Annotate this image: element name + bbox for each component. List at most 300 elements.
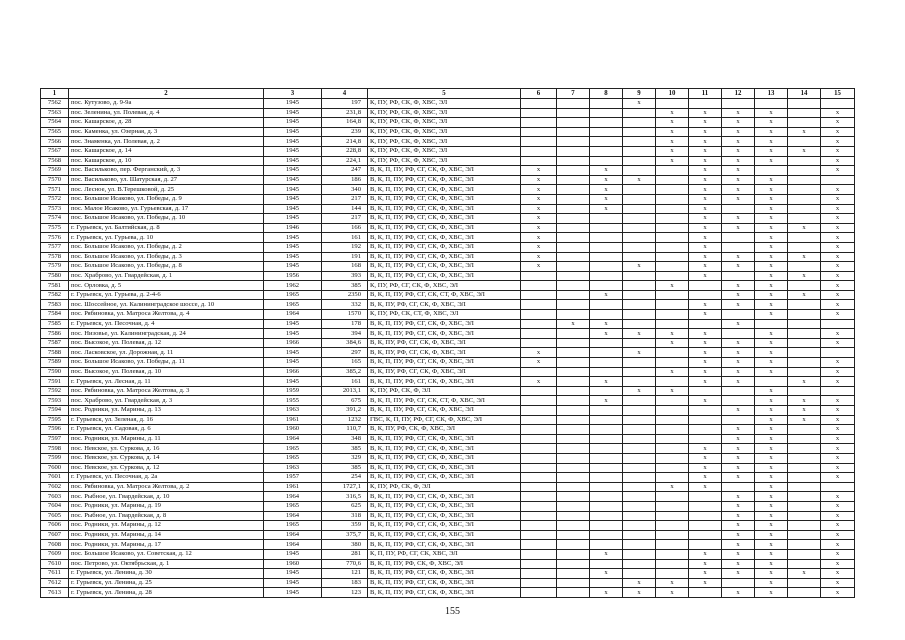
- address-cell: пос. Храброво, ул. Гвардейская, д. 1: [69, 271, 264, 281]
- mark-cell: x: [755, 540, 788, 550]
- year-cell: 1945: [264, 233, 322, 243]
- mark-cell: x: [755, 521, 788, 531]
- area-cell: 161: [322, 233, 368, 243]
- mark-cell: [722, 310, 755, 320]
- mark-cell: [623, 463, 656, 473]
- column-header: 12: [722, 89, 755, 99]
- mark-cell: [656, 492, 689, 502]
- mark-cell: x: [755, 569, 788, 579]
- area-cell: 186: [322, 175, 368, 185]
- mark-cell: [590, 463, 623, 473]
- mark-cell: [821, 99, 855, 109]
- mark-cell: [689, 511, 722, 521]
- address-cell: пос. Большое Исаково, ул. Победы, д. 3: [69, 252, 264, 262]
- mark-cell: x: [689, 223, 722, 233]
- mark-cell: [557, 204, 590, 214]
- mark-cell: x: [821, 559, 855, 569]
- row-number-cell: 7589: [41, 358, 69, 368]
- year-cell: 1960: [264, 559, 322, 569]
- mark-cell: [521, 300, 557, 310]
- mark-cell: x: [722, 425, 755, 435]
- mark-cell: [656, 559, 689, 569]
- equipment-cell: К, ПУ, РФ, СК, Ф, ХВС, ЭЛ: [368, 108, 521, 118]
- mark-cell: [623, 271, 656, 281]
- year-cell: 1956: [264, 271, 322, 281]
- mark-cell: x: [788, 146, 821, 156]
- mark-cell: [623, 223, 656, 233]
- mark-cell: x: [821, 444, 855, 454]
- mark-cell: [623, 444, 656, 454]
- mark-cell: x: [788, 223, 821, 233]
- mark-cell: [788, 194, 821, 204]
- mark-cell: x: [755, 214, 788, 224]
- mark-cell: [521, 310, 557, 320]
- mark-cell: [722, 329, 755, 339]
- mark-cell: x: [689, 242, 722, 252]
- mark-cell: x: [722, 156, 755, 166]
- mark-cell: x: [821, 242, 855, 252]
- mark-cell: x: [689, 137, 722, 147]
- mark-cell: x: [590, 185, 623, 195]
- mark-cell: x: [656, 108, 689, 118]
- mark-cell: x: [689, 262, 722, 272]
- mark-cell: x: [821, 434, 855, 444]
- row-number-cell: 7566: [41, 137, 69, 147]
- year-cell: 1945: [264, 348, 322, 358]
- mark-cell: [623, 549, 656, 559]
- mark-cell: [557, 223, 590, 233]
- mark-cell: [821, 175, 855, 185]
- year-cell: 1945: [264, 252, 322, 262]
- area-cell: 385,2: [322, 367, 368, 377]
- mark-cell: [788, 578, 821, 588]
- mark-cell: [557, 444, 590, 454]
- address-cell: пос. Родники, ул. Марины, д. 17: [69, 540, 264, 550]
- mark-cell: x: [722, 588, 755, 598]
- mark-cell: x: [755, 194, 788, 204]
- equipment-cell: К, П, ПУ, РФ, СГ, СК, ХВС, ЭЛ: [368, 549, 521, 559]
- address-cell: пос. Каменка, ул. Озерная, д. 3: [69, 127, 264, 137]
- year-cell: 1945: [264, 214, 322, 224]
- mark-cell: x: [821, 425, 855, 435]
- row-number-cell: 7593: [41, 396, 69, 406]
- mark-cell: [821, 482, 855, 492]
- address-cell: пос. Петрово, ул. Октябрьская, д. 1: [69, 559, 264, 569]
- mark-cell: x: [755, 338, 788, 348]
- mark-cell: [557, 338, 590, 348]
- mark-cell: x: [755, 281, 788, 291]
- mark-cell: [656, 242, 689, 252]
- mark-cell: [521, 99, 557, 109]
- year-cell: 1945: [264, 262, 322, 272]
- mark-cell: x: [821, 367, 855, 377]
- address-cell: пос. Большое Исаково, ул. Победы, д. 11: [69, 358, 264, 368]
- address-cell: пос. Низовье, ул. Калининградская, д. 24: [69, 329, 264, 339]
- mark-cell: x: [521, 377, 557, 387]
- mark-cell: [557, 329, 590, 339]
- address-cell: пос. Невское, ул. Суркова, д. 14: [69, 453, 264, 463]
- row-number-cell: 7563: [41, 108, 69, 118]
- mark-cell: x: [656, 588, 689, 598]
- mark-cell: [590, 415, 623, 425]
- mark-cell: x: [755, 588, 788, 598]
- equipment-cell: В, К, П, ПУ, РФ, СГ, СК, Ф, ХВС, ЭЛ: [368, 233, 521, 243]
- mark-cell: [656, 444, 689, 454]
- mark-cell: [656, 415, 689, 425]
- mark-cell: [755, 319, 788, 329]
- mark-cell: x: [755, 175, 788, 185]
- mark-cell: [557, 175, 590, 185]
- table-row: [41, 482, 855, 492]
- mark-cell: x: [689, 185, 722, 195]
- mark-cell: x: [755, 137, 788, 147]
- address-cell: пос. Орловка, д. 5: [69, 281, 264, 291]
- area-cell: 224,1: [322, 156, 368, 166]
- mark-cell: x: [722, 194, 755, 204]
- mark-cell: [590, 99, 623, 109]
- column-header: 9: [623, 89, 656, 99]
- table-row: [41, 99, 855, 109]
- mark-cell: [656, 406, 689, 416]
- equipment-cell: К, ПУ, РФ, СК, СТ, Ф, ХВС, ЭЛ: [368, 310, 521, 320]
- equipment-cell: К, ПУ, РФ, СК, Ф, ХВС, ЭЛ: [368, 156, 521, 166]
- mark-cell: x: [821, 338, 855, 348]
- mark-cell: x: [689, 559, 722, 569]
- mark-cell: [557, 185, 590, 195]
- column-header: 5: [368, 89, 521, 99]
- row-number-cell: 7587: [41, 338, 69, 348]
- mark-cell: x: [689, 377, 722, 387]
- table-row: [41, 348, 855, 358]
- row-number-cell: 7571: [41, 185, 69, 195]
- mark-cell: [788, 511, 821, 521]
- mark-cell: x: [722, 118, 755, 128]
- mark-cell: [557, 501, 590, 511]
- column-header: 6: [521, 89, 557, 99]
- mark-cell: x: [656, 137, 689, 147]
- mark-cell: [821, 348, 855, 358]
- mark-cell: [689, 530, 722, 540]
- mark-cell: [722, 396, 755, 406]
- address-cell: пос. Родники, ул. Марины, д. 19: [69, 501, 264, 511]
- mark-cell: x: [722, 338, 755, 348]
- address-cell: пос. Храброво, ул. Гвардейская, д. 3: [69, 396, 264, 406]
- year-cell: 1945: [264, 146, 322, 156]
- mark-cell: x: [821, 540, 855, 550]
- mark-cell: [656, 310, 689, 320]
- table-row: [41, 223, 855, 233]
- equipment-cell: К, ПУ, РФ, СК, Ф, ХВС, ЭЛ: [368, 99, 521, 109]
- mark-cell: [623, 406, 656, 416]
- mark-cell: x: [755, 223, 788, 233]
- mark-cell: [557, 310, 590, 320]
- mark-cell: x: [755, 444, 788, 454]
- mark-cell: [590, 511, 623, 521]
- mark-cell: [590, 358, 623, 368]
- mark-cell: [656, 252, 689, 262]
- mark-cell: [557, 290, 590, 300]
- mark-cell: [623, 204, 656, 214]
- mark-cell: x: [821, 223, 855, 233]
- mark-cell: [557, 137, 590, 147]
- mark-cell: [788, 540, 821, 550]
- mark-cell: [788, 99, 821, 109]
- row-number-cell: 7568: [41, 156, 69, 166]
- year-cell: 1965: [264, 521, 322, 531]
- mark-cell: [656, 521, 689, 531]
- equipment-cell: В, К, П, ПУ, РФ, СГ, СК, Ф, ХВС, ЭЛ: [368, 166, 521, 176]
- table-row: [41, 329, 855, 339]
- table-row: [41, 444, 855, 454]
- table-row: [41, 425, 855, 435]
- mark-cell: x: [788, 396, 821, 406]
- area-cell: 318: [322, 511, 368, 521]
- mark-cell: [656, 204, 689, 214]
- mark-cell: x: [821, 453, 855, 463]
- table-row: [41, 492, 855, 502]
- mark-cell: [521, 521, 557, 531]
- column-header: 11: [689, 89, 722, 99]
- mark-cell: x: [656, 338, 689, 348]
- year-cell: 1964: [264, 492, 322, 502]
- mark-cell: x: [689, 271, 722, 281]
- address-cell: г. Гурьевск, ул. Песочная, д. 4: [69, 319, 264, 329]
- mark-cell: [623, 338, 656, 348]
- year-cell: 1961: [264, 415, 322, 425]
- mark-cell: x: [755, 348, 788, 358]
- mark-cell: [623, 492, 656, 502]
- mark-cell: x: [755, 310, 788, 320]
- row-number-cell: 7581: [41, 281, 69, 291]
- row-number-cell: 7562: [41, 99, 69, 109]
- mark-cell: x: [623, 348, 656, 358]
- mark-cell: [755, 377, 788, 387]
- row-number-cell: 7578: [41, 252, 69, 262]
- area-cell: 297: [322, 348, 368, 358]
- mark-cell: x: [821, 492, 855, 502]
- mark-cell: [623, 358, 656, 368]
- area-cell: 192: [322, 242, 368, 252]
- mark-cell: x: [821, 588, 855, 598]
- mark-cell: [590, 492, 623, 502]
- mark-cell: [656, 453, 689, 463]
- mark-cell: [590, 242, 623, 252]
- mark-cell: [788, 559, 821, 569]
- table-row: [41, 530, 855, 540]
- area-cell: 329: [322, 453, 368, 463]
- mark-cell: [788, 137, 821, 147]
- mark-cell: x: [821, 281, 855, 291]
- row-number-cell: 7575: [41, 223, 69, 233]
- mark-cell: [590, 501, 623, 511]
- mark-cell: x: [821, 271, 855, 281]
- year-cell: 1945: [264, 578, 322, 588]
- mark-cell: x: [821, 377, 855, 387]
- year-cell: 1945: [264, 358, 322, 368]
- equipment-cell: В, К, ПУ, РФ, СГ, СК, Ф, ХВС, ЭЛ: [368, 300, 521, 310]
- mark-cell: x: [821, 358, 855, 368]
- mark-cell: [788, 319, 821, 329]
- mark-cell: x: [821, 463, 855, 473]
- row-number-cell: 7606: [41, 521, 69, 531]
- mark-cell: x: [689, 127, 722, 137]
- mark-cell: x: [755, 386, 788, 396]
- mark-cell: x: [821, 252, 855, 262]
- mark-cell: [557, 482, 590, 492]
- mark-cell: [557, 425, 590, 435]
- table-row: [41, 406, 855, 416]
- mark-cell: x: [590, 329, 623, 339]
- mark-cell: x: [821, 310, 855, 320]
- mark-cell: x: [689, 396, 722, 406]
- area-cell: 385: [322, 463, 368, 473]
- mark-cell: [557, 99, 590, 109]
- address-cell: пос. Рябиновка, ул. Матроса Желтова, д. 3: [69, 386, 264, 396]
- table-row: [41, 271, 855, 281]
- table-body: [41, 99, 855, 598]
- mark-cell: [788, 185, 821, 195]
- mark-cell: x: [623, 262, 656, 272]
- year-cell: 1945: [264, 588, 322, 598]
- year-cell: 1945: [264, 118, 322, 128]
- mark-cell: [722, 482, 755, 492]
- row-number-cell: 7610: [41, 559, 69, 569]
- area-cell: 197: [322, 99, 368, 109]
- equipment-cell: В, К, П, ПУ, РФ, СГ, СК, Ф, ХВС, ЭЛ: [368, 453, 521, 463]
- mark-cell: [788, 434, 821, 444]
- mark-cell: x: [755, 233, 788, 243]
- area-cell: 393: [322, 271, 368, 281]
- column-header: 13: [755, 89, 788, 99]
- address-cell: пос. Васильково, пер. Ферганский, д. 3: [69, 166, 264, 176]
- area-cell: 183: [322, 578, 368, 588]
- row-number-cell: 7594: [41, 406, 69, 416]
- mark-cell: x: [821, 290, 855, 300]
- mark-cell: x: [623, 386, 656, 396]
- year-cell: 1945: [264, 108, 322, 118]
- mark-cell: x: [722, 262, 755, 272]
- mark-cell: [590, 406, 623, 416]
- mark-cell: x: [755, 425, 788, 435]
- table-row: [41, 319, 855, 329]
- mark-cell: [623, 434, 656, 444]
- mark-cell: [521, 588, 557, 598]
- row-number-cell: 7582: [41, 290, 69, 300]
- equipment-cell: В, К, П, ПУ, РФ, СГ, СК, Ф, ХВС, ЭЛ: [368, 223, 521, 233]
- mark-cell: x: [821, 204, 855, 214]
- mark-cell: [521, 127, 557, 137]
- equipment-cell: К, ПУ, РФ, СК, Ф, ХВС, ЭЛ: [368, 127, 521, 137]
- mark-cell: [557, 511, 590, 521]
- table-row: [41, 473, 855, 483]
- row-number-cell: 7579: [41, 262, 69, 272]
- year-cell: 1963: [264, 463, 322, 473]
- year-cell: 1963: [264, 406, 322, 416]
- row-number-cell: 7585: [41, 319, 69, 329]
- mark-cell: x: [755, 530, 788, 540]
- address-cell: пос. Шоссейное, ул. Калининградское шоссе, д. 10: [69, 300, 264, 310]
- mark-cell: x: [521, 214, 557, 224]
- mark-cell: x: [722, 521, 755, 531]
- mark-cell: [521, 463, 557, 473]
- mark-cell: x: [590, 377, 623, 387]
- mark-cell: [623, 233, 656, 243]
- address-cell: г. Гурьевск, ул. Ленина, д. 25: [69, 578, 264, 588]
- address-cell: г. Гурьевск, ул. Балтийская, д. 8: [69, 223, 264, 233]
- mark-cell: [788, 166, 821, 176]
- mark-cell: x: [590, 204, 623, 214]
- row-number-cell: 7590: [41, 367, 69, 377]
- mark-cell: [521, 406, 557, 416]
- mark-cell: [821, 386, 855, 396]
- mark-cell: x: [722, 559, 755, 569]
- mark-cell: x: [821, 329, 855, 339]
- mark-cell: x: [722, 444, 755, 454]
- mark-cell: x: [656, 329, 689, 339]
- year-cell: 1945: [264, 319, 322, 329]
- row-number-cell: 7600: [41, 463, 69, 473]
- table-row: [41, 377, 855, 387]
- mark-cell: [521, 453, 557, 463]
- mark-cell: x: [788, 406, 821, 416]
- mark-cell: x: [722, 406, 755, 416]
- equipment-cell: В, К, П, ПУ, РФ, СГ, СК, Ф, ХВС, ЭЛ: [368, 511, 521, 521]
- mark-cell: x: [689, 108, 722, 118]
- mark-cell: [623, 194, 656, 204]
- mark-cell: x: [521, 175, 557, 185]
- mark-cell: x: [755, 252, 788, 262]
- mark-cell: [557, 281, 590, 291]
- mark-cell: [623, 501, 656, 511]
- area-cell: 239: [322, 127, 368, 137]
- row-number-cell: 7609: [41, 549, 69, 559]
- mark-cell: [521, 118, 557, 128]
- equipment-cell: В, К, П, ПУ, РФ, СГ, СК, Ф, ХВС, ЭЛ: [368, 262, 521, 272]
- area-cell: 1232: [322, 415, 368, 425]
- mark-cell: [656, 214, 689, 224]
- mark-cell: [557, 252, 590, 262]
- area-cell: 394: [322, 329, 368, 339]
- row-number-cell: 7601: [41, 473, 69, 483]
- mark-cell: [557, 242, 590, 252]
- mark-cell: [557, 118, 590, 128]
- mark-cell: x: [755, 473, 788, 483]
- address-cell: пос. Знаменка, ул. Полевая, д. 2: [69, 137, 264, 147]
- row-number-cell: 7596: [41, 425, 69, 435]
- row-number-cell: 7570: [41, 175, 69, 185]
- mark-cell: x: [821, 521, 855, 531]
- mark-cell: [788, 549, 821, 559]
- mark-cell: [623, 252, 656, 262]
- mark-cell: x: [689, 204, 722, 214]
- mark-cell: x: [722, 377, 755, 387]
- year-cell: 1965: [264, 300, 322, 310]
- address-cell: пос. Большое Исаково, ул. Победы, д. 2: [69, 242, 264, 252]
- area-cell: 214,8: [322, 137, 368, 147]
- mark-cell: x: [821, 530, 855, 540]
- column-header-row: [41, 89, 855, 99]
- mark-cell: x: [755, 396, 788, 406]
- mark-cell: [590, 386, 623, 396]
- mark-cell: [557, 549, 590, 559]
- mark-cell: [590, 348, 623, 358]
- address-cell: пос. Кутузово, д. 9-9а: [69, 99, 264, 109]
- mark-cell: [590, 214, 623, 224]
- mark-cell: [557, 530, 590, 540]
- column-header: 2: [69, 89, 264, 99]
- mark-cell: x: [722, 300, 755, 310]
- mark-cell: [590, 578, 623, 588]
